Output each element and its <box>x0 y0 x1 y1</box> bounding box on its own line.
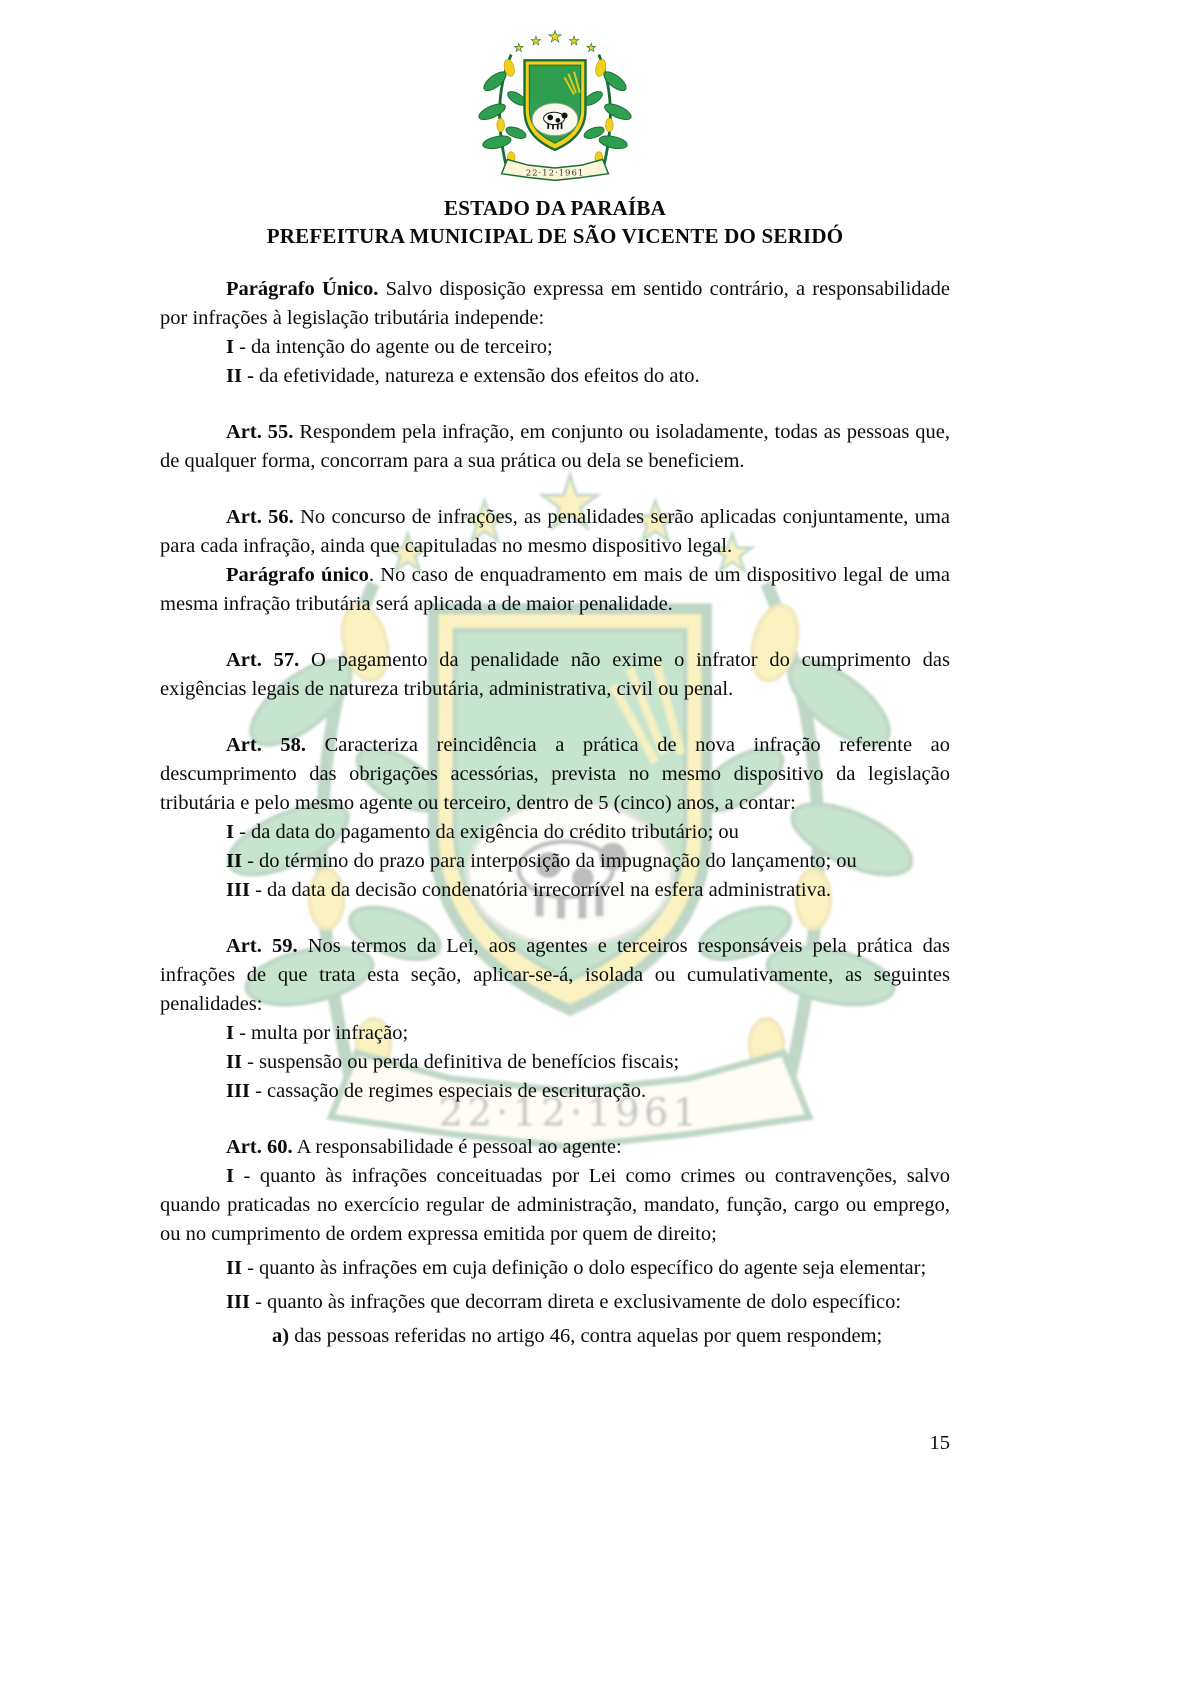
paragraph-lead: I <box>226 1022 234 1044</box>
paragraph-text: . No caso de enquadramento em mais de um dispositivo legal de uma mesma infração tributária será aplicada a de maior penalidade. <box>160 564 950 615</box>
legal-paragraph <box>160 561 950 619</box>
legal-paragraph <box>160 1254 950 1283</box>
paragraph-text: - do término do prazo para interposição da impugnação do lançamento; ou <box>241 850 857 872</box>
legal-paragraph <box>160 1133 950 1162</box>
paragraph-lead: III <box>226 1291 250 1313</box>
paragraph-lead: III <box>226 879 250 901</box>
crest-date: 22·12·1961 <box>525 168 585 179</box>
legal-paragraph <box>160 847 950 876</box>
paragraph-lead: Parágrafo Único. <box>226 278 379 300</box>
document-body <box>160 275 950 1351</box>
paragraph-text: Salvo disposição expressa em sentido contrário, a responsabilidade por infrações à legislação tributária independe: <box>160 278 951 329</box>
paragraph-lead: I <box>226 821 234 843</box>
legal-paragraph <box>160 876 950 905</box>
paragraph-lead: Art. 60. <box>226 1136 293 1158</box>
paragraph-lead: Art. 57. <box>226 649 300 671</box>
paragraph-text: - suspensão ou perda definitiva de benefícios fiscais; <box>241 1051 680 1073</box>
paragraph-text: Nos termos da Lei, aos agentes e terceiros responsáveis pela prática das infrações de que trata esta seção, aplicar-se-á, isolada ou cumulativamente, as seguintes penalidades: <box>160 935 950 1015</box>
legal-paragraph <box>160 275 950 333</box>
legal-paragraph <box>160 333 950 362</box>
paragraph-lead: a) <box>272 1325 290 1347</box>
svg-text:★: ★ <box>586 40 597 55</box>
legal-paragraph <box>160 1322 950 1351</box>
paragraph-lead: II - <box>226 365 254 387</box>
paragraph-lead: II <box>226 850 242 872</box>
paragraph-lead: Parágrafo único <box>226 564 369 586</box>
paragraph-text: Caracteriza reincidência a prática de nova infração referente ao descumprimento das obrigações acessórias, prevista no mesmo dispositivo da legislação tributária e pelo mesmo agente ou terceiro, dentro de 5 (cinco) anos, a contar: <box>160 734 950 814</box>
paragraph-lead: III <box>226 1080 250 1102</box>
legal-paragraph <box>160 418 950 476</box>
svg-text:★: ★ <box>513 40 524 55</box>
header-state: ESTADO DA PARAÍBA <box>444 196 666 220</box>
coat-of-arms-icon <box>469 26 641 188</box>
paragraph-lead: Art. 56. <box>226 506 294 528</box>
header-municipality: PREFEITURA MUNICIPAL DE SÃO VICENTE DO SERIDÓ <box>266 224 844 248</box>
legal-paragraph <box>160 818 950 847</box>
paragraph-lead: Art. 58. <box>226 734 307 756</box>
paragraph-lead: II <box>226 1257 242 1279</box>
svg-text:★: ★ <box>547 27 563 47</box>
legal-paragraph <box>160 731 950 818</box>
paragraph-text: - cassação de regimes especiais de escrituração. <box>249 1080 647 1102</box>
paragraph-text: - quanto às infrações em cuja definição o dolo específico do agente seja elementar; <box>241 1257 927 1279</box>
paragraph-text: das pessoas referidas no artigo 46, contra aquelas por quem respondem; <box>289 1325 883 1347</box>
legal-paragraph <box>160 932 950 1019</box>
paragraph-text: da efetividade, natureza e extensão dos efeitos do ato. <box>253 365 700 387</box>
paragraph-lead: I <box>226 336 234 358</box>
paragraph-text: - da data da decisão condenatória irrecorrível na esfera administrativa. <box>249 879 832 901</box>
paragraph-text: - multa por infração; <box>233 1022 409 1044</box>
legal-paragraph <box>160 503 950 561</box>
legal-paragraph <box>160 1162 950 1249</box>
paragraph-text: - da intenção do agente ou de terceiro; <box>233 336 553 358</box>
svg-text:★: ★ <box>568 34 580 49</box>
paragraph-text: - quanto às infrações conceituadas por Lei como crimes ou contravenções, salvo quando praticadas no exercício regular de administração, mandato, função, cargo ou emprego, ou no cumprimento de ordem expressa emitida por quem de direito; <box>160 1165 950 1245</box>
legal-paragraph <box>160 1019 950 1048</box>
paragraph-lead: II <box>226 1051 242 1073</box>
paragraph-text: No concurso de infrações, as penalidades serão aplicadas conjuntamente, uma para cada infração, ainda que capituladas no mesmo dispositivo legal. <box>160 506 951 557</box>
paragraph-lead: Art. 55. <box>226 421 294 443</box>
page-number: 15 <box>929 1432 950 1454</box>
paragraph-lead: Art. 59. <box>226 935 298 957</box>
content-column <box>160 26 950 1351</box>
paragraph-text: - quanto às infrações que decorram direta e exclusivamente de dolo específico: <box>249 1291 902 1313</box>
paragraph-text: - da data do pagamento da exigência do crédito tributário; ou <box>233 821 739 843</box>
paragraph-text: Respondem pela infração, em conjunto ou isoladamente, todas as pessoas que, de qualquer forma, concorram para a sua prática ou dela se beneficiem. <box>160 421 950 472</box>
legal-paragraph <box>160 646 950 704</box>
svg-text:★: ★ <box>530 34 542 49</box>
paragraph-text: A responsabilidade é pessoal ao agente: <box>292 1136 622 1158</box>
legal-paragraph <box>160 362 950 391</box>
paragraph-lead: I <box>226 1165 234 1187</box>
legal-paragraph <box>160 1288 950 1317</box>
paragraph-text: O pagamento da penalidade não exime o infrator do cumprimento das exigências legais de natureza tributária, administrativa, civil ou penal. <box>160 649 951 700</box>
legal-paragraph <box>160 1048 950 1077</box>
legal-paragraph <box>160 1077 950 1106</box>
